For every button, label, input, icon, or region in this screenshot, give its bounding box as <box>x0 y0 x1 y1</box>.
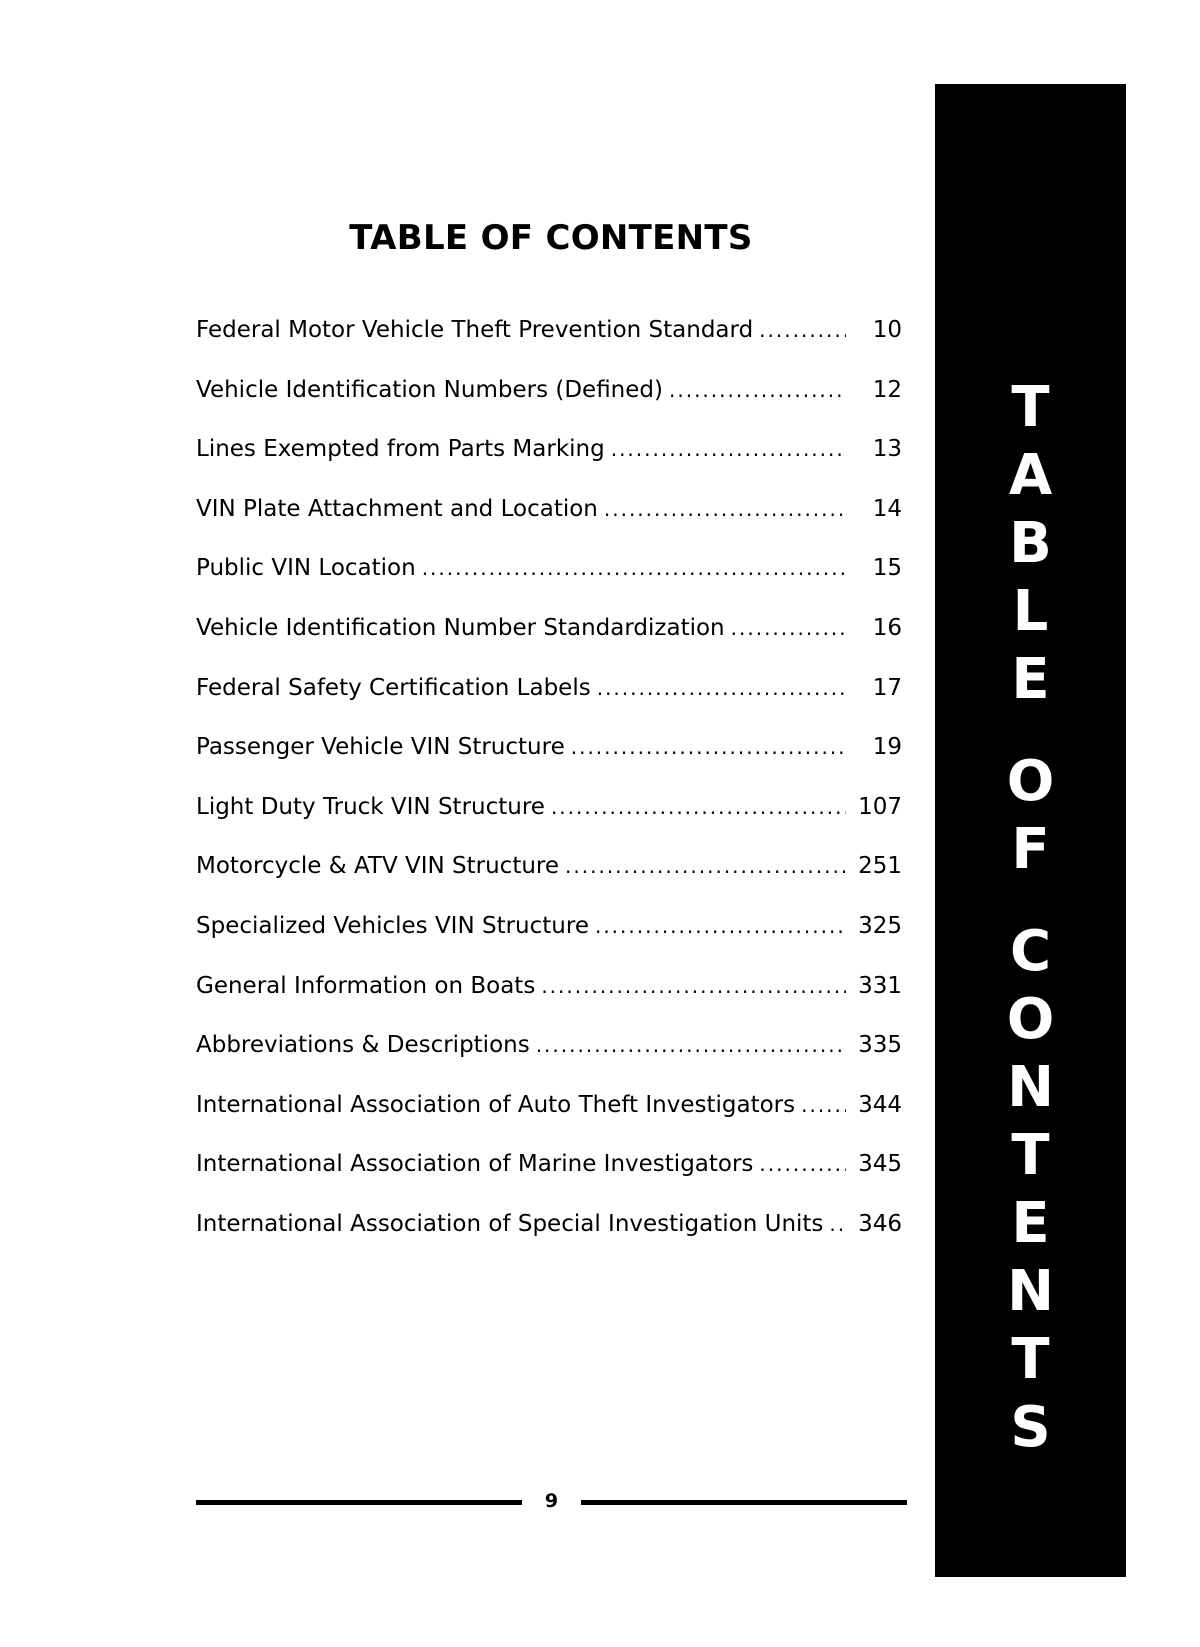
dot-leader <box>571 727 846 767</box>
dot-leader <box>801 1085 846 1125</box>
toc-entry-page: 346 <box>858 1210 902 1237</box>
dot-leader <box>541 966 846 1006</box>
toc-entry-label: Public VIN Location <box>196 555 416 582</box>
dot-leader <box>759 310 846 350</box>
toc-entry[interactable] <box>196 1144 902 1204</box>
side-tab-letter: T <box>1011 1123 1050 1188</box>
footer-rule-right <box>581 1500 907 1505</box>
side-tab-letter: S <box>1010 1395 1051 1460</box>
dot-leader <box>597 668 846 708</box>
dot-leader <box>731 608 846 648</box>
toc-entry[interactable] <box>196 727 902 787</box>
footer-rule-left <box>196 1500 522 1505</box>
side-tab-letters <box>935 374 1126 1462</box>
toc-entry-page: 19 <box>872 734 902 761</box>
toc-entry-page: 107 <box>858 793 902 820</box>
side-tab-spacer <box>935 884 1126 918</box>
toc-entry-page: 16 <box>872 614 902 641</box>
toc-entry-label: Specialized Vehicles VIN Structure <box>196 912 589 939</box>
toc-entry-label: International Association of Marine Investigators <box>196 1151 754 1178</box>
toc-entry[interactable] <box>196 310 902 370</box>
toc-entry-label: General Information on Boats <box>196 972 536 999</box>
side-tab-letter: T <box>1011 375 1050 440</box>
side-tab-letter: O <box>1006 749 1055 814</box>
toc-entry-page: 14 <box>872 495 902 522</box>
toc-entry-label: Abbreviations & Descriptions <box>196 1032 530 1059</box>
side-tab-letter: T <box>1011 1327 1050 1392</box>
dot-leader <box>595 906 846 946</box>
toc-entry[interactable] <box>196 906 902 966</box>
toc-entry-page: 331 <box>858 972 902 999</box>
toc-entry-label: Vehicle Identification Numbers (Defined) <box>196 376 663 403</box>
dot-leader <box>422 548 846 588</box>
side-tab-letter: E <box>1011 1191 1050 1256</box>
page-title: TABLE OF CONTENTS <box>349 218 753 258</box>
toc-entry[interactable] <box>196 1025 902 1085</box>
page-number: 9 <box>544 1490 559 1512</box>
side-tab-letter: F <box>1011 817 1050 882</box>
side-tab-letter: A <box>1008 443 1053 508</box>
toc-entry[interactable] <box>196 489 902 549</box>
toc-entry-label: VIN Plate Attachment and Location <box>196 495 598 522</box>
toc-entry-label: Lines Exempted from Parts Marking <box>196 436 605 463</box>
dot-leader <box>551 787 846 827</box>
side-tab-letter: E <box>1011 647 1050 712</box>
side-section-tab <box>935 84 1126 1577</box>
toc-entry-page: 345 <box>858 1151 902 1178</box>
side-tab-letter: L <box>1012 579 1049 644</box>
dot-leader <box>829 1204 846 1244</box>
toc-entry-label: Federal Motor Vehicle Theft Prevention Standard <box>196 317 754 343</box>
toc-entry-label: Motorcycle & ATV VIN Structure <box>196 853 560 880</box>
table-of-contents <box>196 310 902 1264</box>
side-tab-spacer <box>935 714 1126 748</box>
toc-entry-page: 15 <box>872 555 902 582</box>
toc-entry-page: 12 <box>872 376 902 403</box>
toc-entry-page: 344 <box>858 1091 902 1118</box>
dot-leader <box>565 846 846 886</box>
dot-leader <box>669 370 846 410</box>
toc-entry[interactable] <box>196 787 902 847</box>
toc-entry[interactable] <box>196 608 902 668</box>
toc-entry[interactable] <box>196 548 902 608</box>
dot-leader <box>611 429 846 469</box>
side-tab-letter: C <box>1009 919 1052 984</box>
side-tab-letter: N <box>1007 1055 1054 1120</box>
toc-entry-page: 251 <box>858 853 902 880</box>
toc-entry[interactable] <box>196 846 902 906</box>
toc-entry[interactable] <box>196 966 902 1026</box>
toc-entry-page: 335 <box>858 1032 902 1059</box>
toc-entry[interactable] <box>196 429 902 489</box>
dot-leader <box>604 489 846 529</box>
toc-entry-label: Light Duty Truck VIN Structure <box>196 793 545 820</box>
toc-entry-label: International Association of Special Investigation Units <box>196 1210 824 1237</box>
side-tab-letter: N <box>1007 1259 1054 1324</box>
toc-entry[interactable] <box>196 370 902 430</box>
toc-entry[interactable] <box>196 668 902 728</box>
dot-leader <box>536 1025 846 1065</box>
toc-entry[interactable] <box>196 1085 902 1145</box>
toc-entry-page: 325 <box>858 912 902 939</box>
toc-entry-label: Vehicle Identification Number Standardization <box>196 614 725 641</box>
side-tab-letter: B <box>1009 511 1052 576</box>
toc-entry-page: 13 <box>872 436 902 463</box>
dot-leader <box>759 1144 846 1184</box>
toc-entry-label: Passenger Vehicle VIN Structure <box>196 734 565 761</box>
toc-entry-label: International Association of Auto Theft Investigators <box>196 1091 796 1118</box>
toc-entry-page: 17 <box>872 674 902 701</box>
side-tab-letter: O <box>1006 987 1055 1052</box>
toc-entry-page: 10 <box>872 317 902 343</box>
toc-entry[interactable] <box>196 1204 902 1264</box>
toc-entry-label: Federal Safety Certification Labels <box>196 674 591 701</box>
